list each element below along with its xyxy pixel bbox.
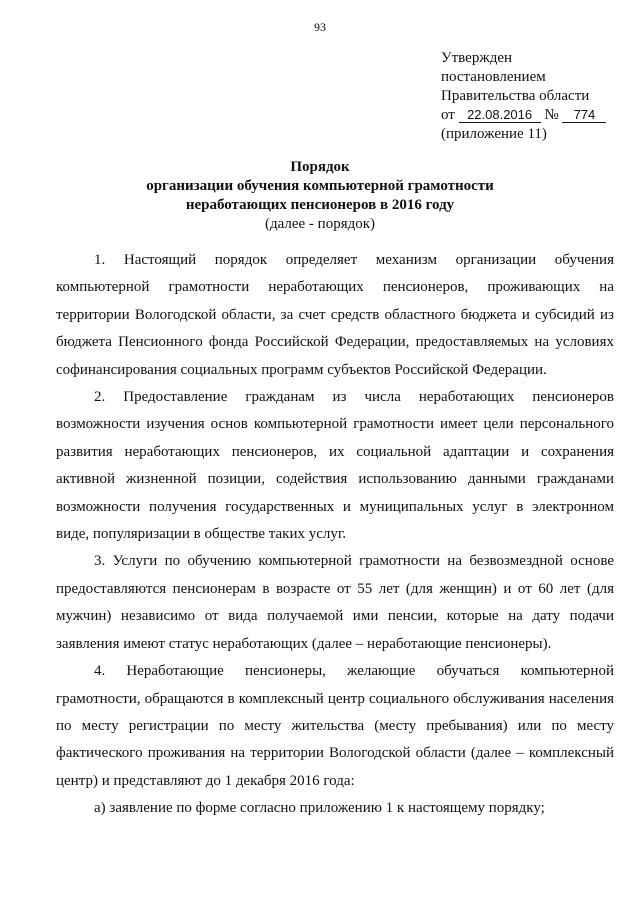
approval-number: 774 — [562, 107, 606, 123]
page-number: 93 — [314, 20, 326, 34]
title-line: неработающих пенсионеров в 2016 году — [185, 197, 455, 213]
document-title — [0, 158, 640, 234]
paragraph-4a: а) заявление по форме согласно приложению 1 к настоящему порядку; — [94, 800, 545, 817]
paragraph-1: 1. Настоящий порядок определяет механизм организации обучения компьютерной грамотности неработающих пенсионеров, проживающих на территории Вологодской области, за счет средств областного бюджета и субсидий из бюджета Пенсионного фонда Российской Федерации, предоставляемых на условиях софинансирования социальных программ субъектов Российской Федерации. — [56, 252, 614, 378]
title-line: Порядок — [290, 159, 350, 175]
approval-appendix: (приложение 11) — [441, 126, 547, 142]
title-subline: (далее - порядок) — [264, 216, 376, 232]
paragraph-3: 3. Услуги по обучению компьютерной грамотности на безвозмездной основе предоставляются пенсионерам в возрасте от 55 лет (для женщин) и от 60 лет (для мужчин) независимо от вида получаемой ими пенсии, которые на дату подачи заявления имеют статус неработающих (далее – неработающие пенсионеры). — [56, 553, 614, 652]
approval-date-line — [441, 106, 606, 125]
approval-number-sign: № — [544, 107, 559, 123]
paragraph-2: 2. Предоставление гражданам из числа неработающих пенсионеров возможности изучения основ компьютерной грамотности имеет цели персонального развития неработающих пенсионеров, их социальной адаптации и сохранения активной жизненной позиции, содействия использованию данными гражданами возможности получения государственных и муниципальных услуг в электронном виде, популяризации в обществе таких услуг. — [56, 389, 614, 543]
approval-line: постановлением — [441, 69, 546, 85]
approval-line: Правительства области — [441, 88, 590, 104]
approval-ot: от — [441, 107, 455, 123]
paragraph-4: 4. Неработающие пенсионеры, желающие обучаться компьютерной грамотности, обращаются в комплексный центр социального обслуживания населения по месту регистрации по месту жительства (месту пребывания) или по месту фактического проживания на территории Вологодской области (далее – комплексный центр) и представляют до 1 декабря 2016 года: — [56, 663, 614, 789]
approval-date: 22.08.2016 — [459, 107, 541, 123]
approval-line: Утвержден — [441, 50, 513, 66]
approval-block — [441, 49, 606, 144]
title-line: организации обучения компьютерной грамотности — [146, 178, 494, 194]
document-body — [56, 247, 614, 823]
